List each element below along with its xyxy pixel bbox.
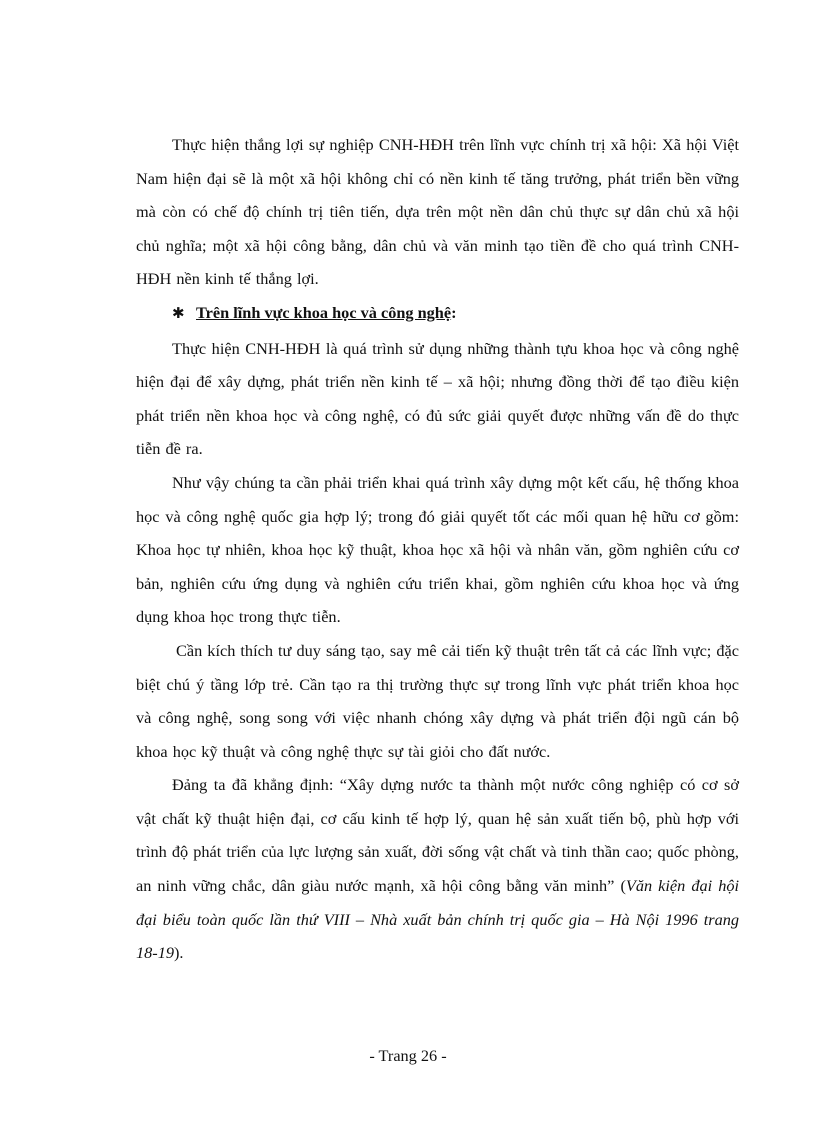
document-page	[136, 128, 739, 970]
paragraph-creativity: Cần kích thích tư duy sáng tạo, say mê cải tiến kỹ thuật trên tất cả các lĩnh vực; đặc biệt chú ý tầng lớp trẻ. Cần tạo ra thị trường thực sự trong lĩnh vực phát triển khoa học và công nghệ, song song với việc nhanh chóng xây dựng và phát triển đội ngũ cán bộ khoa học kỹ thuật và công nghệ thực sự tài giỏi cho đất nước.	[136, 640, 739, 761]
page-number-footer: - Trang 26 -	[369, 1046, 447, 1065]
paragraph-politics: Thực hiện thắng lợi sự nghiệp CNH-HĐH trên lĩnh vực chính trị xã hội: Xã hội Việt Nam hiện đại sẽ là một xã hội không chỉ có nền kinh tế tăng trưởng, phát triển bền vững mà còn có chế độ chính trị tiên tiến, dựa trên một nền dân chủ thực sự dân chủ xã hội chủ nghĩa; một xã hội công bằng, dân chủ và văn minh tạo tiền đề cho quá trình CNH-HĐH nền kinh tế thắng lợi.	[136, 135, 739, 289]
section-heading-colon: :	[451, 302, 457, 322]
party-quote-text: Đảng ta đã khẳng định: “Xây dựng nước ta thành một nước công nghiệp có cơ sở vật chất kỹ thuật hiện đại, cơ cấu kinh tế hợp lý, quan hệ sản xuất tiến bộ, phù hợp với trình độ phát triển của lực lượng sản xuất, đời sống vật chất và tinh thần cao; quốc phòng, an ninh vững chắc, dân giàu nước mạnh, xã hội công bằng văn minh” (	[136, 775, 739, 896]
paragraph-science-intro: Thực hiện CNH-HĐH là quá trình sử dụng những thành tựu khoa học và công nghệ hiện đại để xây dựng, phát triển nền kinh tế – xã hội; nhưng đồng thời để tạo điều kiện phát triển nền khoa học và công nghệ, có đủ sức giải quyết được những vấn đề do thực tiễn đề ra.	[136, 338, 739, 459]
section-heading	[136, 296, 739, 332]
paragraph-party-quote	[136, 768, 739, 970]
section-heading-title: Trên lĩnh vực khoa học và công nghệ	[196, 302, 452, 322]
quote-citation: Văn kiện đại hội đại biểu toàn quốc lần thứ VIII – Nhà xuất bản chính trị quốc gia – Hà Nội 1996 trang 18-19	[136, 876, 740, 963]
paragraph-science-structure: Như vậy chúng ta cần phải triển khai quá trình xây dựng một kết cấu, hệ thống khoa học và công nghệ quốc gia hợp lý; trong đó giải quyết tốt các mối quan hệ hữu cơ gồm: Khoa học tự nhiên, khoa học kỹ thuật, khoa học xã hội và nhân văn, gồm nghiên cứu cơ bản, nghiên cứu ứng dụng và nghiên cứu triển khai, gồm nghiên cứu khoa học và ứng dụng khoa học trong thực tiễn.	[136, 472, 739, 627]
quote-citation-end: ).	[173, 943, 184, 963]
asterisk-bullet-icon: ✱	[172, 305, 185, 322]
